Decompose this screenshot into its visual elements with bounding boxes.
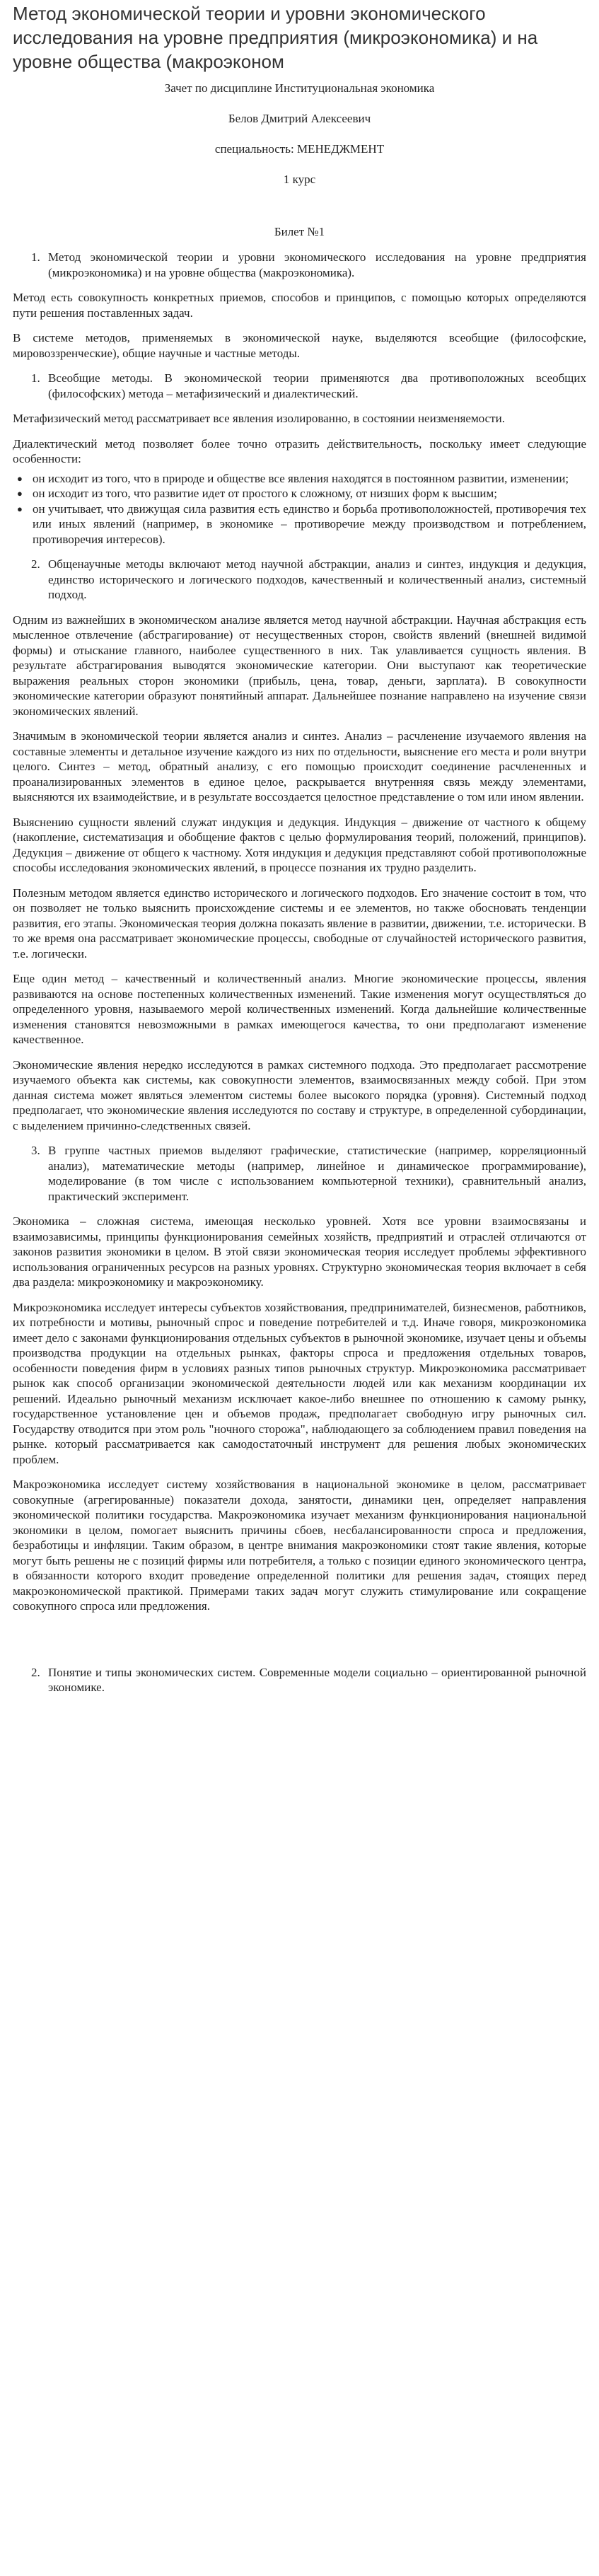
paragraph-economy-levels: Экономика – сложная система, имеющая несколько уровней. Хотя все уровни взаимосвязаны и взаимозависимы, принципы функционирования семейных хозяйств, предприятий и отраслей отличаются от законов развития экономики в целом. В этой связи экономическая теория исследует проблемы эффективного использования ограниченных ресурсов на разных уровнях. Структурно экономическая теория включает в себя два раздела: микроэкономику и макроэкономику.: [13, 1214, 586, 1289]
author-name: Белов Дмитрий Алексеевич: [228, 112, 371, 125]
question-number: 2.: [31, 1665, 40, 1679]
section-gap: [13, 1624, 586, 1665]
list-item-universal-methods: [13, 371, 586, 401]
list-item-general-methods: [13, 557, 586, 603]
question-2: [13, 1665, 586, 1695]
list-text: Общенаучные методы включают метод научной абстракции, анализ и синтез, индукция и дедукция, единство исторического и логического подходов, качественный и количественный анализ, системный подход.: [48, 557, 586, 601]
question-1: [13, 250, 586, 280]
list-item: ● он исходит из того, что развитие идет от простого к сложному, от низших форм к высшим;: [13, 486, 586, 501]
dialectic-features-list: [13, 471, 586, 547]
paragraph-macroeconomics: Макроэкономика исследует систему хозяйствования в национальной экономике в целом, рассматривает совокупные (агрегированные) показатели дохода, занятости, динамики цен, определяет направления экономической политики государства. Макроэкономика изучает механизм функционирования национальной экономики в целом, помогает выяснить причины сбоев, несбалансированности спроса и предложения, безработицы и инфляции. Таким образом, в центре внимания макроэкономики стоят такие явления, которые могут быть решены не с позиций фирмы или потребителя, а только с позиции единого экономического центра, в обязанности которого входит проведение определенной политики для решения задач, стоящих перед макроэкономической практикой. Примерами таких задач могут служить стимулирование или сокращение совокупного спроса или предложения.: [13, 1478, 586, 1613]
question-number: 1.: [31, 250, 40, 264]
list-number: 3.: [31, 1144, 40, 1157]
bullet-icon: ●: [17, 503, 23, 514]
question-text: Понятие и типы экономических систем. Современные модели социально – ориентированной рыночной экономике.: [48, 1665, 586, 1694]
list-text: В группе частных приемов выделяют графические, статистические (например, корреляционный анализ), математические методы (например, линейное и динамическое программирование), моделирование (в том числе с использованием компьютерной техники), сравнительный анализ, практический эксперимент.: [48, 1144, 586, 1203]
specialty-line: специальность: МЕНЕДЖМЕНТ: [214, 142, 385, 156]
list-number: 1.: [31, 371, 40, 385]
bullet-icon: ●: [17, 472, 23, 484]
list-item-particular-methods: [13, 1143, 586, 1204]
paragraph-microeconomics: Микроэкономика исследует интересы субъектов хозяйствования, предпринимателей, бизнесменов, работников, их потребности и мотивы, рыночный спрос и поведение потребителей и т.д. Иначе говоря, микроэкономика имеет дело с законами функционирования отдельных субъектов в рыночной экономике, изучает цены и объемы производства продукции на отдельных рынках, факторы спроса и предложения отдельных товаров, особенности поведения фирм в условиях разных типов рыночных структур. Микроэкономика рассматривает рынок как способ организации экономической деятельности людей или как механизм координации их решений. Идеально рыночный механизм исключает какое-либо внешнее по отношению к самому рынку, государственное установление цен и объемов продаж, предполагает свободную игру рыночных сил. Государству отводится при этом роль "ночного сторожа", наблюдающего за соблюдением правил поведения на рынке. который рассматривается как самодостаточный инструмент для решения любых экономических проблем.: [13, 1300, 586, 1466]
paragraph-induction-deduction: Выяснению сущности явлений служат индукция и дедукция. Индукция – движение от частного к общему (накопление, систематизация и обобщение фактов с целью формулирования теорий, положений, принципов). Дедукция – движение от общего к частному. Хотя индукция и дедукция представляют собой противоположные способы исследования экономических явлений, в процессе познания их трудно разделить.: [13, 815, 586, 874]
paragraph-system: В системе методов, применяемых в экономической науке, выделяются всеобщие (философские, мировоззренческие), общие научные и частные методы.: [13, 331, 586, 360]
list-item: ● он исходит из того, что в природе и обществе все явления находятся в постоянном развитии, изменении;: [13, 471, 586, 487]
bullet-icon: ●: [17, 488, 23, 499]
course-line: Зачет по дисциплине Институциональная экономика: [164, 81, 435, 95]
paragraph-historical-logical: Полезным методом является единство исторического и логического подходов. Его значение состоит в том, что он позволяет не только выяснить происхождение системы и ее элементов, но также обосновать тенденции развития, его этапы. Экономическая теория должна показать явление в развитии, движении, т.е. исторически. В то же время она рассматривает экономические процессы, свободные от случайностей исторического развития, т.е. логически.: [13, 886, 586, 961]
paragraph-qualitative-quantitative: Еще один метод – качественный и количественный анализ. Многие экономические процессы, явления развиваются на основе постепенных количественных изменений. Такие изменения могут осуществляться до определенного уровня, называемого мерой количественных изменений. Когда дальнейшие количественные изменения становятся невозможными в рамках имеющегося качества, то они предполагают изменение качественное.: [13, 972, 586, 1046]
paragraph-systemic-approach: Экономические явления нередко исследуются в рамках системного подхода. Это предполагает рассмотрение изучаемого объекта как системы, как совокупности элементов, взаимосвязанных между собой. При этом данная система может являться элементом системы более высокого порядка (уровня). Системный подход предполагает, что экономические явления исследуются по составу и структуре, в определенной субординации, с выделением причинно-следственных связей.: [13, 1057, 586, 1132]
question-text: Метод экономической теории и уровни экономического исследования на уровне предприятия (микроэкономика) и на уровне общества (макроэкономика).: [48, 250, 586, 279]
ticket-heading: Билет №1: [274, 225, 325, 238]
document-title: Метод экономической теории и уровни экономического исследования на уровне предприятия (микроэкономика) и на уровне общества (макроэконом: [13, 3, 538, 72]
paragraph-analysis-synthesis: Значимым в экономической теории является анализ и синтез. Анализ – расчленение изучаемого явления на составные элементы и детальное изучение каждого из них по отдельности, выяснение его места и роли внутри целого. Синтез – метод, обратный анализу, с его помощью происходит соединение расчлененных и проанализированных элементов в единое целое, раскрывается внутренняя связь между элементами, выясняются их взаимодействие, и в результате воссоздается целостное представление о том или ином явлении.: [13, 729, 586, 803]
paragraph-dialectical: Диалектический метод позволяет более точно отразить действительность, поскольку имеет следующие особенности:: [13, 436, 586, 465]
paragraph-method: Метод есть совокупность конкретных приемов, способов и принципов, с помощью которых определяются пути решения поставленных задач.: [13, 291, 586, 320]
list-number: 2.: [31, 557, 40, 571]
list-item: ● он учитывает, что движущая сила развития есть единство и борьба противоположностей, противоречия тех или иных явлений (например, в экономике – противоречие между производством и потреблением, противоречия интересов).: [13, 501, 586, 547]
course-year: 1 курс: [283, 173, 316, 186]
paragraph-metaphysical: Метафизический метод рассматривает все явления изолированно, в состоянии неизменяемости.: [13, 412, 505, 425]
paragraph-abstraction: Одним из важнейших в экономическом анализе является метод научной абстракции. Научная абстракция есть мысленное отвлечение (абстрагирование) от несущественных сторон, свойств явлений (внешней видимой формы) и отыскание главного, наиболее существенного в них. Так улавливается сущность явления. В результате абстрагирования выводятся экономические категории. Они выступают как теоретические выражения реальных сторон экономики (прибыль, цена, товар, деньги, зарплата). В совокупности экономические категории образуют понятийный аппарат. Дальнейшее познание направлено на изучение связи экономических явлений.: [13, 613, 586, 718]
list-text: Всеобщие методы. В экономической теории применяются два противоположных всеобщих (философских) метода – метафизический и диалектический.: [48, 371, 586, 400]
